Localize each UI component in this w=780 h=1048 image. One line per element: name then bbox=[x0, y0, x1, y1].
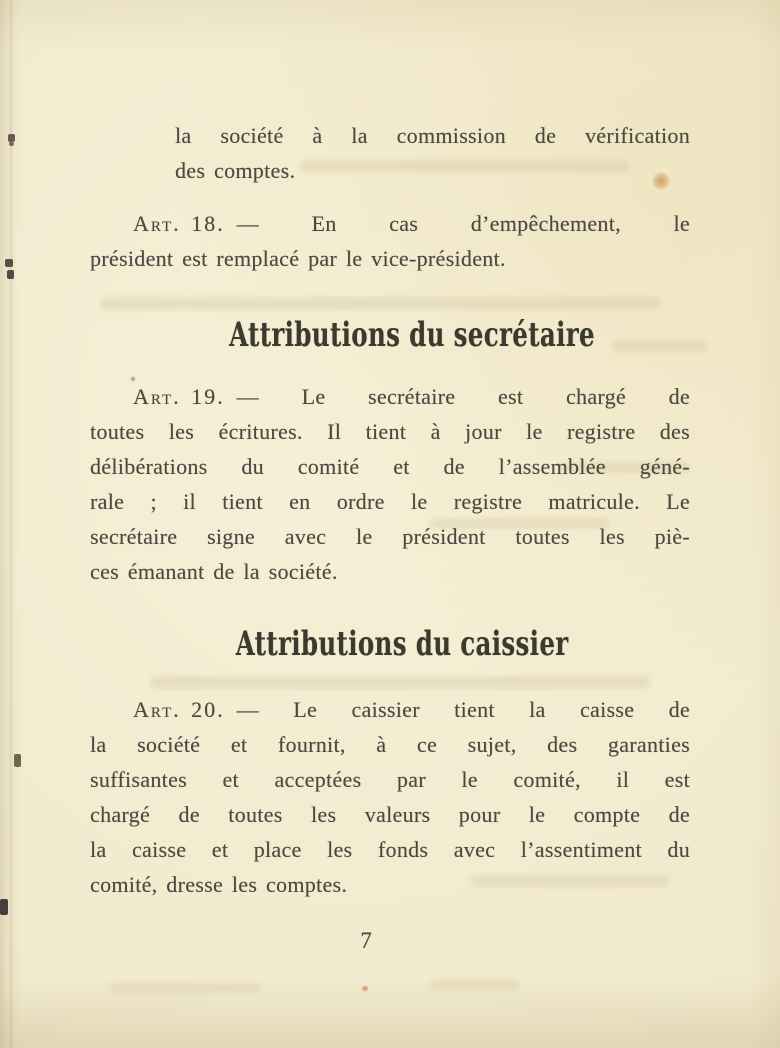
article-label: Art. 20. bbox=[133, 697, 225, 722]
text-line: des comptes. bbox=[175, 158, 296, 183]
binding-mark bbox=[14, 754, 21, 767]
section-heading-text: Attributions du secrétaire bbox=[229, 315, 595, 355]
text-line: délibérations du comité et de l’assemblée géné- bbox=[90, 454, 690, 479]
binding-mark bbox=[9, 142, 14, 146]
section-heading-caissier bbox=[90, 624, 690, 664]
showthrough-smudge bbox=[110, 983, 260, 993]
paragraph-article-19 bbox=[90, 379, 690, 589]
text-line bbox=[90, 379, 690, 414]
text-line: président est remplacé par le vice-président. bbox=[90, 246, 506, 271]
text-line: ces émanant de la société. bbox=[90, 559, 338, 584]
text-line: rale ; il tient en ordre le registre matricule. Le bbox=[90, 489, 690, 514]
text-line bbox=[90, 692, 690, 727]
article-label: Art. 18. bbox=[133, 211, 225, 236]
showthrough-smudge bbox=[100, 297, 660, 310]
text-line: secrétaire signe avec le président toutes les piè- bbox=[90, 524, 690, 549]
article-opening: — En cas d’empêchement, le bbox=[236, 211, 690, 236]
paragraph-article-18 bbox=[90, 206, 690, 276]
text-line: suffisantes et acceptées par le comité, il est bbox=[90, 767, 690, 792]
paragraph-article-20 bbox=[90, 692, 690, 902]
text-line: la société à la commission de vérification bbox=[175, 123, 690, 148]
text-line: la caisse et place les fonds avec l’assentiment du bbox=[90, 837, 690, 862]
showthrough-smudge bbox=[150, 676, 650, 689]
section-heading-secretaire bbox=[90, 315, 690, 355]
showthrough-smudge bbox=[430, 980, 520, 990]
page-number: 7 bbox=[360, 928, 372, 953]
speck bbox=[362, 986, 368, 991]
binding-mark bbox=[5, 259, 13, 267]
text-line: toutes les écritures. Il tient à jour le registre des bbox=[90, 419, 690, 444]
binding-mark bbox=[7, 270, 14, 279]
text-line: comité, dresse les comptes. bbox=[90, 872, 348, 897]
text-line: la société et fournit, à ce sujet, des garanties bbox=[90, 732, 690, 757]
section-heading-text: Attributions du caissier bbox=[235, 624, 569, 664]
binding-mark bbox=[0, 899, 8, 915]
article-label: Art. 19. bbox=[133, 384, 225, 409]
binding-mark bbox=[8, 134, 15, 142]
paragraph-continuation bbox=[175, 118, 690, 188]
article-opening: — Le caissier tient la caisse de bbox=[236, 697, 690, 722]
text-line bbox=[90, 206, 690, 241]
article-opening: — Le secrétaire est chargé de bbox=[236, 384, 690, 409]
paper-edge-crease bbox=[10, 0, 12, 1048]
text-line: chargé de toutes les valeurs pour le compte de bbox=[90, 802, 690, 827]
